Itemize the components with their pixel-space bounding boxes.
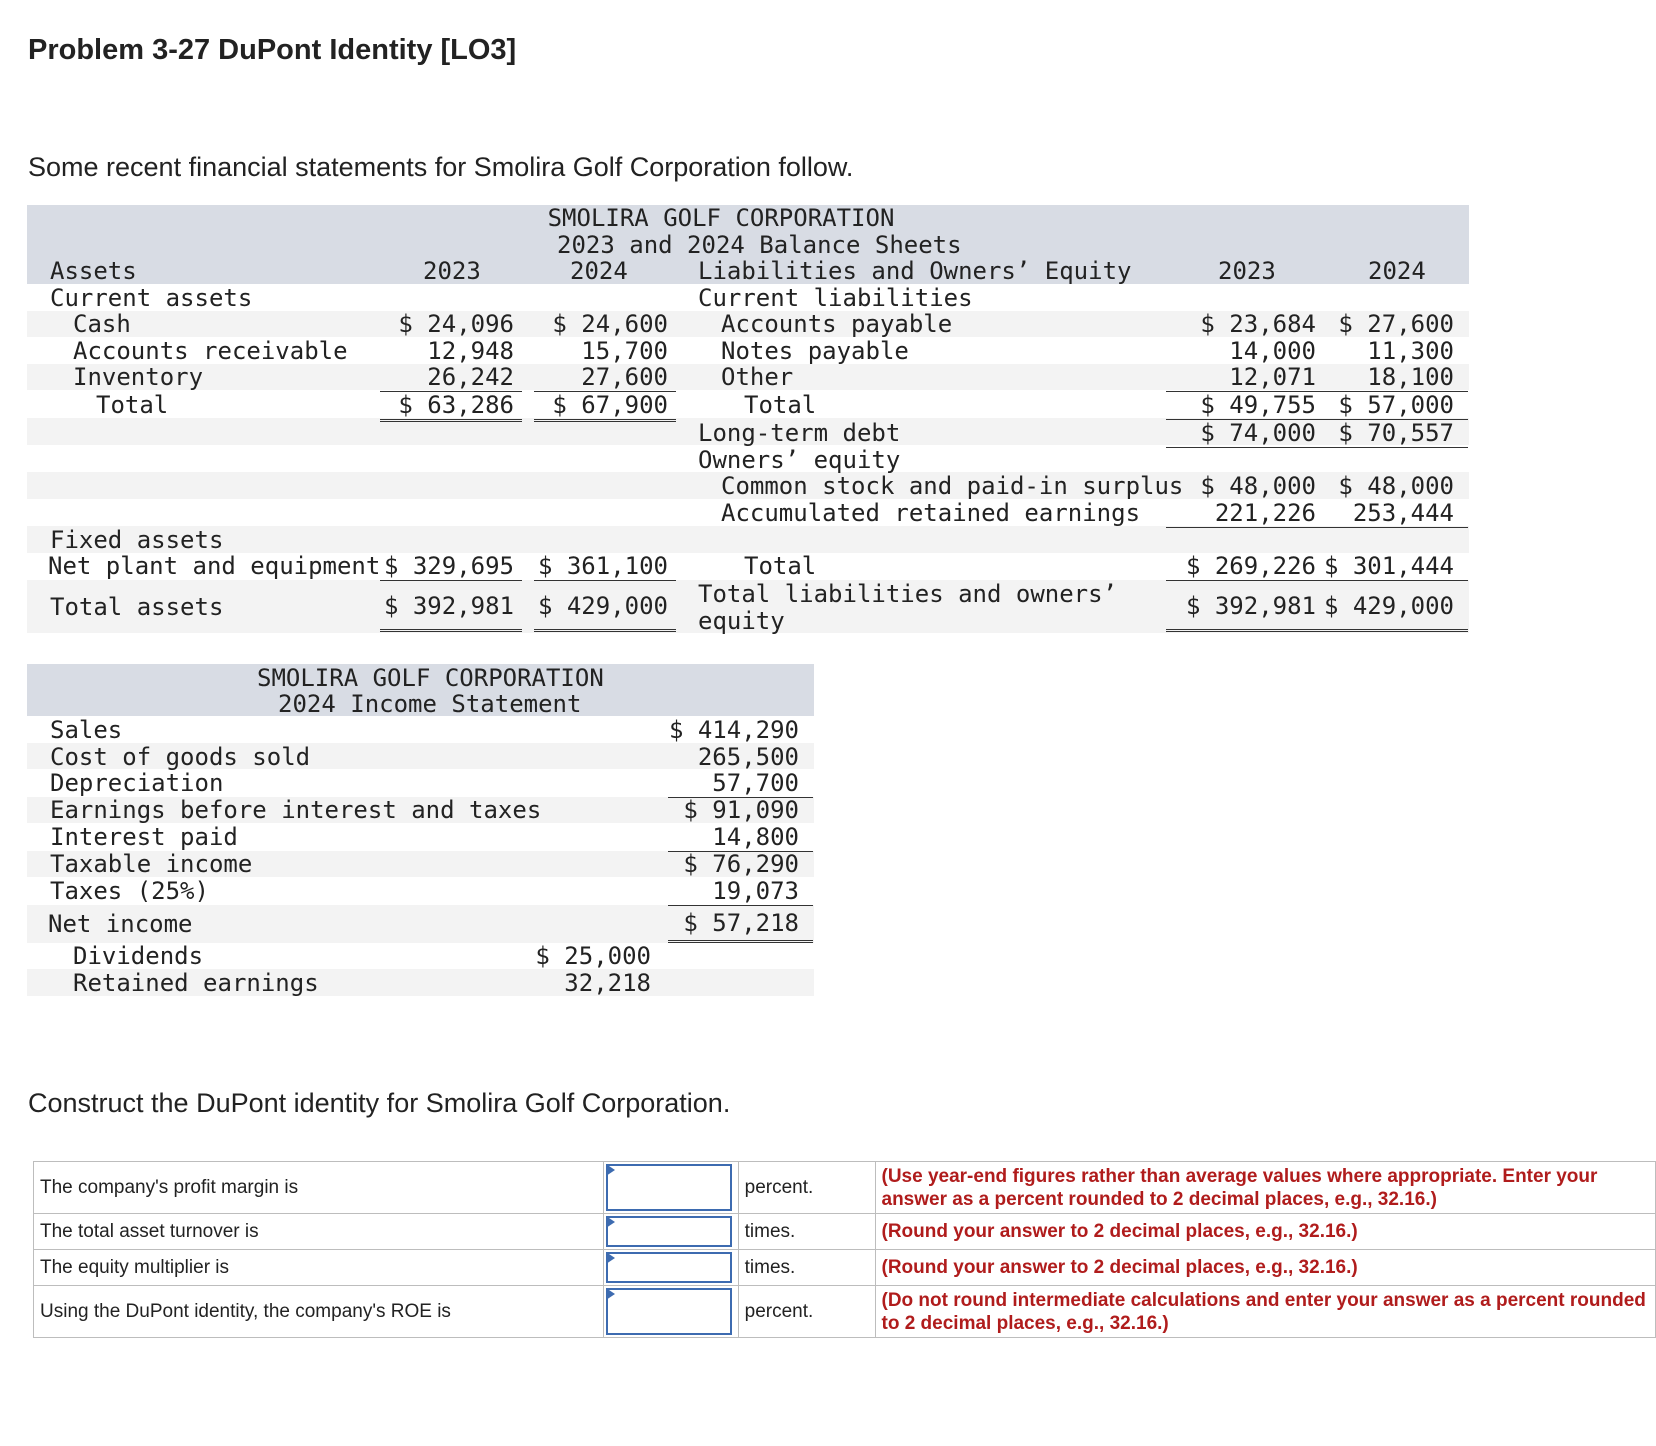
bs-cash-label: Cash — [73, 310, 131, 338]
bs-cl-total-label: Total — [744, 391, 817, 419]
bs-ap-label: Accounts payable — [721, 310, 953, 338]
problem-title: Problem 3-27 DuPont Identity [LO3] — [28, 34, 517, 66]
bs-net-plant-label: Net plant and equipment — [48, 552, 381, 580]
bs-ar-2023: 12,948 — [427, 337, 514, 365]
is-retained-label: Retained earnings — [73, 969, 319, 997]
bs-common-stock-2023: $ 48,000 — [1200, 472, 1316, 500]
bs-tloe-2024: $ 429,000 — [1316, 592, 1468, 632]
is-dividends-value: $ 25,000 — [535, 942, 651, 970]
equity-multiplier-input[interactable] — [606, 1252, 732, 1283]
answer-cell — [603, 1286, 738, 1338]
bs-cl-total-2024: $ 57,000 — [1316, 391, 1468, 420]
bs-total-assets-2023: $ 392,981 — [380, 592, 522, 632]
bs-np-label: Notes payable — [721, 337, 909, 365]
bs-retained-2023: 221,226 — [1166, 499, 1324, 528]
is-company: SMOLIRA GOLF CORPORATION — [257, 664, 604, 692]
question-label: The equity multiplier is — [34, 1250, 604, 1286]
is-depreciation-label: Depreciation — [50, 769, 224, 797]
question-label: The total asset turnover is — [34, 1214, 604, 1250]
bs-ltd-label: Long-term debt — [698, 419, 901, 447]
bs-cash-2023: $ 24,096 — [398, 310, 514, 338]
question-unit: times. — [738, 1250, 875, 1286]
is-sales-value: $ 414,290 — [668, 716, 799, 744]
is-interest-value: 14,800 — [668, 823, 813, 852]
bs-ltd-2023: $ 74,000 — [1166, 419, 1324, 448]
question-label: Using the DuPont identity, the company's ROE is — [34, 1286, 604, 1338]
question-label: The company's profit margin is — [34, 1162, 604, 1214]
question-unit: percent. — [738, 1286, 875, 1338]
question-row — [34, 1162, 1656, 1214]
bs-ltd-2024: $ 70,557 — [1316, 419, 1468, 448]
total-asset-turnover-input[interactable] — [606, 1216, 732, 1247]
bs-year-2023-left: 2023 — [423, 257, 481, 285]
is-ebit-value: $ 91,090 — [683, 796, 799, 824]
bs-company: SMOLIRA GOLF CORPORATION — [547, 204, 895, 232]
bs-other-2023: 12,071 — [1166, 363, 1324, 392]
bs-total-assets-label: Total assets — [50, 593, 224, 621]
intro-text: Some recent financial statements for Smolira Golf Corporation follow. — [28, 152, 854, 182]
bs-cl-total-2023: $ 49,755 — [1166, 391, 1324, 420]
bs-cash-2024: $ 24,600 — [552, 310, 668, 338]
bs-ap-2024: $ 27,600 — [1338, 310, 1454, 338]
is-depreciation-value: 57,700 — [668, 769, 813, 798]
is-cogs-label: Cost of goods sold — [50, 743, 311, 771]
bs-retained-label: Accumulated retained earnings — [721, 499, 1141, 527]
bs-np-2024: 11,300 — [1367, 337, 1454, 365]
construct-instruction: Construct the DuPont identity for Smolira Golf Corporation. — [28, 1088, 731, 1118]
question-unit: times. — [738, 1214, 875, 1250]
is-sales-label: Sales — [50, 716, 123, 744]
bs-tloe-label-line1: Total liabilities and owners’ — [698, 580, 1118, 608]
is-subtitle: 2024 Income Statement — [278, 690, 582, 718]
question-row — [34, 1250, 1656, 1286]
bs-row-shade — [27, 526, 1469, 553]
question-row — [34, 1286, 1656, 1338]
is-cogs-value: 265,500 — [697, 743, 799, 771]
bs-ca-total-2023: $ 63,286 — [380, 391, 522, 422]
bs-ar-2024: 15,700 — [581, 337, 668, 365]
bs-inventory-label: Inventory — [73, 363, 204, 391]
flag-icon — [606, 1216, 615, 1228]
bs-year-2023-right: 2023 — [1218, 257, 1276, 285]
is-net-income-value: $ 57,218 — [668, 909, 813, 943]
is-taxable-value: $ 76,290 — [683, 850, 799, 878]
is-net-income-label: Net income — [48, 910, 193, 938]
bs-ap-2023: $ 23,684 — [1200, 310, 1316, 338]
answer-cell — [603, 1214, 738, 1250]
bs-common-stock-label: Common stock and paid-in surplus — [721, 472, 1184, 500]
bs-common-stock-2024: $ 48,000 — [1338, 472, 1454, 500]
bs-oe-total-2024: $ 301,444 — [1316, 552, 1468, 581]
bs-current-assets: Current assets — [50, 284, 253, 312]
is-taxable-label: Taxable income — [50, 850, 253, 878]
is-taxes-label: Taxes (25%) — [50, 877, 209, 905]
bs-subtitle: 2023 and 2024 Balance Sheets — [557, 231, 962, 259]
bs-ca-total-2024: $ 67,900 — [534, 391, 676, 422]
bs-ar-label: Accounts receivable — [73, 337, 348, 365]
bs-oe-total-2023: $ 269,226 — [1166, 552, 1324, 581]
bs-oe-total-label: Total — [744, 552, 817, 580]
bs-np-2023: 14,000 — [1229, 337, 1316, 365]
bs-retained-2024: 253,444 — [1316, 499, 1468, 528]
bs-tloe-label-line2: equity — [698, 607, 785, 635]
flag-icon — [606, 1164, 615, 1176]
bs-year-2024-left: 2024 — [570, 257, 628, 285]
question-instruction: (Use year-end figures rather than average values where appropriate. Enter your answer as a percent rounded to 2 decimal places, e.g., 32.16.) — [875, 1162, 1656, 1214]
roe-input[interactable] — [606, 1288, 732, 1335]
is-retained-value: 32,218 — [564, 969, 651, 997]
bs-assets-header: Assets — [50, 257, 137, 285]
bs-inventory-2024: 27,600 — [534, 363, 676, 392]
bs-net-plant-2023: $ 329,695 — [380, 552, 522, 581]
is-ebit-label: Earnings before interest and taxes — [50, 796, 542, 824]
question-instruction: (Do not round intermediate calculations and enter your answer as a percent rounded to 2 decimal places, e.g., 32.16.) — [875, 1286, 1656, 1338]
bs-current-liabilities: Current liabilities — [698, 284, 973, 312]
bs-other-label: Other — [721, 363, 794, 391]
bs-owners-equity: Owners’ equity — [698, 446, 901, 474]
bs-other-2024: 18,100 — [1316, 363, 1468, 392]
is-dividends-label: Dividends — [73, 942, 204, 970]
question-instruction: (Round your answer to 2 decimal places, e.g., 32.16.) — [875, 1250, 1656, 1286]
bs-inventory-2023: 26,242 — [380, 363, 522, 392]
flag-icon — [606, 1288, 615, 1300]
bs-tloe-2023: $ 392,981 — [1166, 592, 1324, 632]
profit-margin-input[interactable] — [606, 1164, 732, 1211]
dupont-question-table — [33, 1161, 1656, 1338]
question-row — [34, 1214, 1656, 1250]
bs-liab-header: Liabilities and Owners’ Equity — [698, 257, 1132, 285]
bs-total-assets-2024: $ 429,000 — [534, 592, 676, 632]
question-unit: percent. — [738, 1162, 875, 1214]
answer-cell — [603, 1250, 738, 1286]
bs-year-2024-right: 2024 — [1368, 257, 1426, 285]
is-taxes-value: 19,073 — [668, 877, 813, 906]
bs-ca-total-label: Total — [96, 391, 169, 419]
bs-net-plant-2024: $ 361,100 — [534, 552, 676, 581]
bs-fixed-assets: Fixed assets — [50, 526, 224, 554]
question-instruction: (Round your answer to 2 decimal places, e.g., 32.16.) — [875, 1214, 1656, 1250]
answer-cell — [603, 1162, 738, 1214]
flag-icon — [606, 1252, 615, 1264]
is-interest-label: Interest paid — [50, 823, 238, 851]
